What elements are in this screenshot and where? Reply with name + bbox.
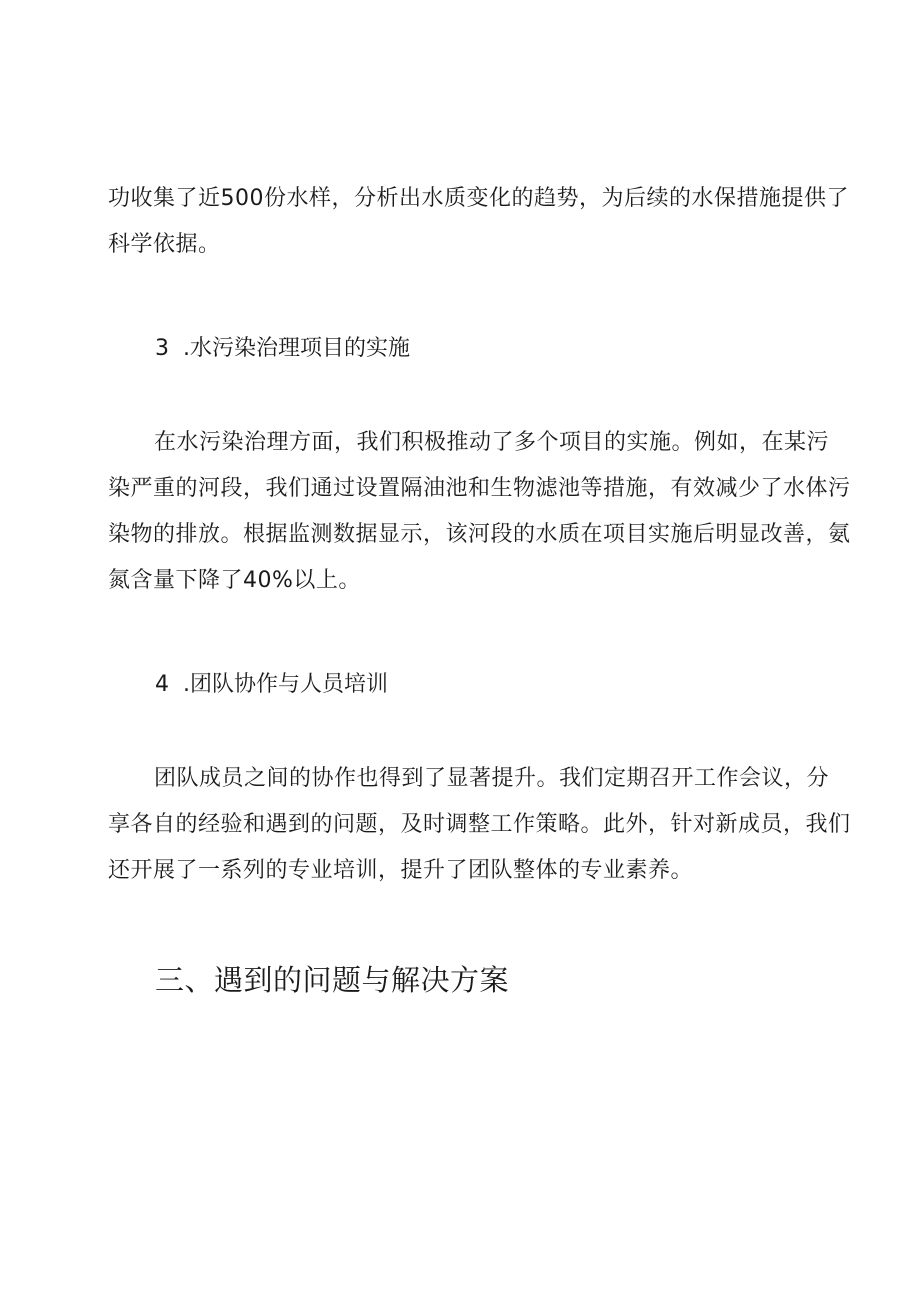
heading-team-collaboration [155, 670, 388, 700]
paragraph-line: 染物的排放。根据监测数据显示，该河段的水质在项目实施后明显改善，氨 [108, 522, 851, 547]
heading-water-pollution-projects [155, 334, 410, 364]
paragraph-line: 染严重的河段，我们通过设置隔油池和生物滤池等措施，有效减少了水体污 [108, 476, 851, 501]
paragraph-line: 在水污染治理方面，我们积极推动了多个项目的实施。例如，在某污 [154, 430, 830, 455]
paragraph-line: 还开展了一系列的专业培训，提升了团队整体的专业素养。 [108, 858, 694, 883]
heading-title: .团队协作与人员培训 [183, 672, 388, 697]
heading-title: .水污染治理项目的实施 [183, 336, 410, 361]
paragraph-team-training [108, 756, 851, 894]
paragraph-line: 团队成员之间的协作也得到了显著提升。我们定期召开工作会议，分 [154, 766, 830, 791]
heading-number: 4 [155, 672, 169, 697]
paragraph-line: 享各自的经验和遇到的问题，及时调整工作策略。此外，针对新成员，我们 [108, 812, 851, 837]
heading-number: 3 [155, 336, 169, 361]
paragraph-water-sampling [108, 176, 849, 268]
paragraph-line: 功收集了近500份水样，分析出水质变化的趋势，为后续的水保措施提供了 [108, 186, 849, 211]
paragraph-pollution-treatment [108, 420, 851, 604]
paragraph-line: 氮含量下降了40%以上。 [108, 568, 361, 593]
section-title-problems-solutions: 三、遇到的问题与解决方案 [155, 963, 510, 997]
paragraph-line: 科学依据。 [108, 232, 221, 257]
